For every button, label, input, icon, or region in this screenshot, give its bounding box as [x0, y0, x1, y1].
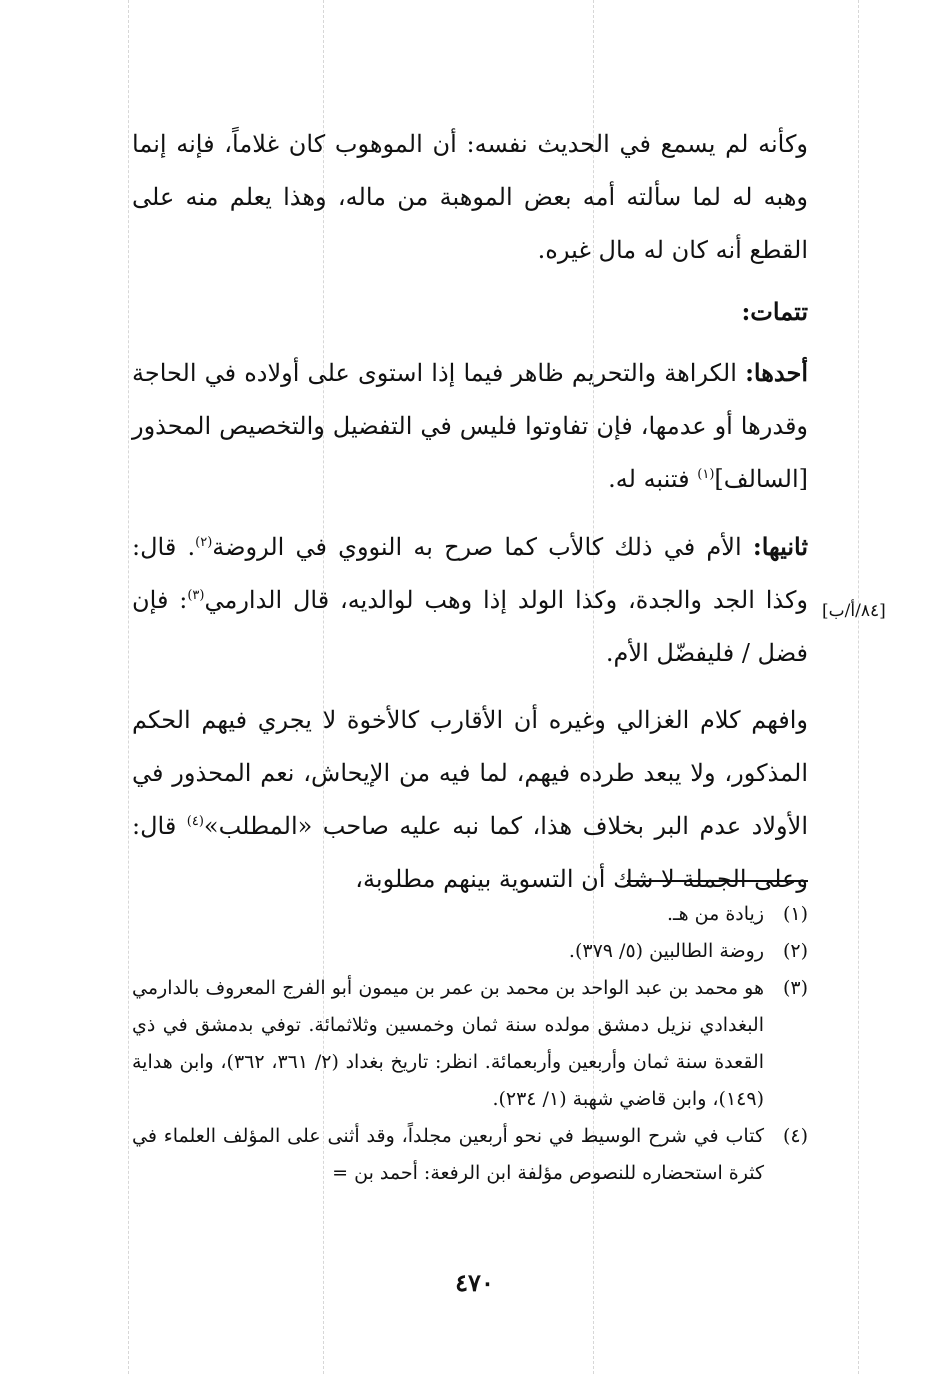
footnote-ref-3: (٣) [187, 588, 205, 603]
footnote-number: (٢) [782, 940, 808, 962]
footnote-text: هو محمد بن عبد الواحد بن محمد بن عمر بن ميمون أبو الفرج المعروف بالدارمي البغدادي نزيل دمشق مولده سنة ثمان وخمسين وثلاثمائة. توفي بدمشق في ذي القعدة سنة ثمان وأربعين وأربعمائة. انظر: تاريخ بغداد (٢/ ٣٦١، ٣٦٢)، وابن هداية (١٤٩)، وابن قاضي شهبة (١/ ٢٣٤). [132, 977, 765, 1110]
paragraph-second [132, 520, 808, 680]
paragraph-1-text: وكأنه لم يسمع في الحديث نفسه: أن الموهوب كان غلاماً، فإنه إنما وهبه له لما سألته أمه بعض الموهبة من ماله، وهذا يعلم منه على القطع أنه كان له مال غيره. [132, 130, 808, 264]
first-lead: أحدها: [745, 358, 808, 387]
third-text-a: وافهم كلام الغزالي وغيره أن الأقارب كالأخوة لا يجري فيهم الحكم المذكور، ولا يبعد طرده فيهم، لما فيه من الإيحاش، نعم المحذور في الأولاد عدم البر بخلاف هذا، كما نبه عليه صاحب «المطلب» [132, 706, 808, 840]
footnote-number: (٤) [782, 1125, 808, 1147]
footnote-item [132, 1118, 808, 1192]
footnote-number: (١) [782, 903, 808, 925]
paragraph-third [132, 694, 808, 906]
footnote-separator [627, 880, 808, 882]
footnote-text: زيادة من هـ. [666, 903, 764, 925]
second-text-c: : فإن فضل / فليفضّل الأم. [132, 586, 808, 667]
first-text-a: الكراهة والتحريم ظاهر فيما إذا استوى على أولاده في الحاجة وقدرها أو عدمها، فإن تفاوتوا فليس في التفضيل والتخصيص المحذور [السالف] [132, 359, 809, 493]
manuscript-folio-marker: [٨٤/أ/ب] [822, 601, 886, 621]
footnote-ref-1: (١) [697, 467, 715, 482]
footnote-item [132, 933, 808, 970]
scan-guide-line [858, 0, 859, 1374]
footnote-text: روضة الطالبين (٥/ ٣٧٩). [568, 940, 764, 962]
footnote-text: كتاب في شرح الوسيط في نحو أربعين مجلداً، وقد أثنى على المؤلف العلماء في كثرة استحضاره للنصوص مؤلفة ابن الرفعة: أحمد بن = [132, 1125, 764, 1184]
main-text-block [132, 118, 808, 906]
paragraph-1 [132, 118, 808, 277]
second-lead: ثانيها: [752, 532, 808, 561]
section-heading [132, 285, 808, 338]
scan-guide-line [128, 0, 129, 1374]
footnote-number: (٣) [782, 977, 808, 999]
second-text-a: الأم في ذلك كالأب كما صرح به النووي في الروضة [212, 533, 742, 561]
paragraph-first [132, 346, 808, 506]
heading-text: تتمات: [741, 297, 808, 326]
third-text-b: قال: وعلى الجملة لا شك أن التسوية بينهم مطلوبة، [132, 812, 808, 893]
footnote-item [132, 970, 808, 1118]
first-text-b: فتنبه له. [608, 465, 698, 493]
page-number: ٤٧٠ [455, 1268, 494, 1297]
footnote-ref-2: (٢) [195, 535, 213, 550]
footnote-ref-4: (٤) [186, 814, 204, 829]
footnotes-block [132, 896, 808, 1192]
footnote-item [132, 896, 808, 933]
second-text-b: . قال: وكذا الجد والجدة، وكذا الولد إذا وهب لوالديه، قال الدارمي [132, 533, 808, 614]
